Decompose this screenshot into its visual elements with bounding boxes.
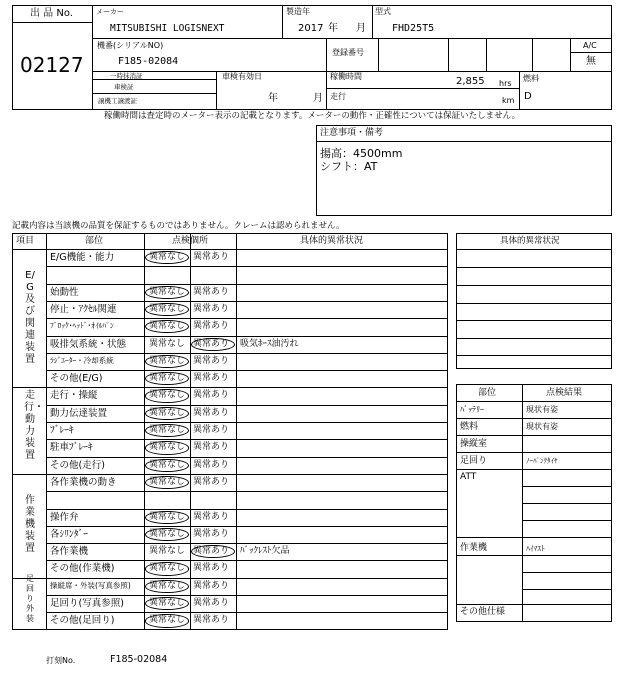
row-part-9: 動力伝達装置 <box>50 407 108 419</box>
work-value: ﾊｲﾏｽﾄ <box>526 544 545 553</box>
row-part-11: 駐車ﾌﾞﾚｰｷ <box>50 442 93 454</box>
year-unit: 年 <box>328 23 338 34</box>
reg-label: 登録番号 <box>332 48 364 57</box>
inspection-label: 車検有効日 <box>222 72 262 81</box>
status-normal-9: 異常なし <box>149 407 186 418</box>
header-location: 点検個所 <box>172 236 209 246</box>
status-abnormal-16: 異常あり <box>193 528 230 539</box>
row-part-7: その他(E/G) <box>50 373 103 385</box>
row-part-3: 停止・ｱｸｾﾙ関連 <box>50 303 117 315</box>
status-abnormal-4: 異常あり <box>193 321 230 332</box>
section-foot: 足回り外装 <box>26 574 34 623</box>
status-abnormal-18: 異常あり <box>193 563 230 574</box>
feet-value: ﾉｰﾊﾟﾝｸﾀｲﾔ <box>526 457 558 465</box>
status-normal-2: 異常なし <box>149 286 186 297</box>
status-abnormal-21: 異常あり <box>193 615 230 626</box>
status-normal-11: 異常なし <box>149 442 186 453</box>
row-part-5: 吸排気系統・状態 <box>50 338 127 350</box>
status-abnormal-19: 異常あり <box>193 580 230 591</box>
row-part-6: ﾗｼﾞｴｰﾀｰ・冷却系統 <box>50 355 114 365</box>
status-abnormal-12: 異常あり <box>193 459 230 470</box>
status-abnormal-7: 異常あり <box>193 373 230 384</box>
insp-month-unit: 月 <box>313 93 323 104</box>
result-value-header: 点検結果 <box>546 388 583 398</box>
header-block <box>12 5 612 110</box>
meter-note: 稼働時間は査定時のメーター表示の記載となります。メーターの動作・正確性については保証いたしません。 <box>104 111 521 121</box>
hours-value: 2,855 <box>456 76 485 87</box>
notes-line1: 揚高：4500mm <box>320 147 403 160</box>
status-normal-7: 異常なし <box>149 373 186 384</box>
model-value: FHD25T5 <box>392 23 435 34</box>
maker-value: MITSUBISHI LOGISNEXT <box>110 23 225 34</box>
status-circle-3 <box>145 303 189 316</box>
status-abnormal-11: 異常あり <box>193 442 230 453</box>
row-part-13: 各作業機の動き <box>50 476 117 488</box>
serial-value: F185-02084 <box>118 56 179 67</box>
row-detail-17: ﾊﾞｯｸﾚｽﾄ欠品 <box>240 546 290 557</box>
status-circle-6 <box>145 355 189 368</box>
disclaimer: 記載内容は当該機の品質を保証するものではありません。クレームは認められません。 <box>12 221 345 231</box>
row-part-0: E/G機能・能力 <box>50 252 115 263</box>
status-circle-5 <box>191 338 235 351</box>
travel-label: 走行 <box>330 92 346 101</box>
hours-label: 稼働時間 <box>330 72 362 81</box>
month-unit: 月 <box>356 23 366 34</box>
battery-label: ﾊﾞｯﾃﾘｰ <box>460 405 484 414</box>
status-abnormal-17: 異常あり <box>193 546 230 557</box>
section-eg: E/G及び関連装置 <box>25 270 35 365</box>
status-normal-18: 異常なし <box>149 563 186 574</box>
status-abnormal-20: 異常あり <box>193 598 230 608</box>
status-circle-21 <box>145 614 189 627</box>
status-circle-2 <box>145 286 189 299</box>
other-spec-label: その他仕様 <box>460 607 506 617</box>
notes-line2: シフト：AT <box>320 160 378 173</box>
status-normal-5: 異常なし <box>149 338 186 349</box>
row-part-18: その他(作業機) <box>50 563 115 575</box>
status-normal-17: 異常なし <box>149 546 186 557</box>
status-abnormal-10: 異常あり <box>193 425 230 435</box>
row-part-2: 始動性 <box>50 286 79 298</box>
status-abnormal-3: 異常あり <box>193 303 230 314</box>
cabin-label: 操縦室 <box>460 439 488 449</box>
status-circle-9 <box>145 407 189 420</box>
status-normal-13: 異常なし <box>149 476 186 487</box>
att-label: ATT <box>460 472 477 482</box>
item-no-label: 出 品 No. <box>30 8 73 19</box>
fuel-label: 燃料 <box>523 74 539 83</box>
status-abnormal-0: 異常あり <box>193 252 230 262</box>
result-part-header: 部位 <box>478 388 497 398</box>
battery-value: 現状有姿 <box>526 405 558 414</box>
status-circle-15 <box>145 511 189 524</box>
row-part-4: ﾌﾞﾛｯｸ･ﾍｯﾄﾞ･ｵｲﾙﾊﾟﾝ <box>50 321 114 331</box>
status-normal-21: 異常なし <box>149 615 186 626</box>
row-part-10: ﾌﾞﾚｰｷ <box>50 425 74 436</box>
row-part-8: 走行・操縦 <box>50 390 98 402</box>
row-part-20: 足回り(写真参照) <box>50 598 124 609</box>
status-abnormal-2: 異常あり <box>193 286 230 297</box>
status-abnormal-15: 異常あり <box>193 511 230 522</box>
ac-label: A/C <box>583 41 597 50</box>
hours-unit: hrs <box>499 79 512 88</box>
item-no: 02127 <box>20 53 84 77</box>
status-circle-8 <box>145 389 189 402</box>
status-normal-3: 異常なし <box>149 303 186 314</box>
status-circle-12 <box>145 459 189 472</box>
row-part-19: 操縦席・外装(写真参照) <box>50 580 131 590</box>
notes-label: 注意事項・備考 <box>320 128 384 138</box>
status-normal-4: 異常なし <box>149 321 186 332</box>
stamp-label: 打刻No. <box>46 656 76 665</box>
status-circle-18 <box>145 562 189 575</box>
right-detail-header: 具体的異常状況 <box>500 236 560 246</box>
status-normal-19: 異常なし <box>149 580 186 591</box>
row-detail-5: 吸気ﾎｰｽ油汚れ <box>240 338 299 349</box>
year-label: 製造年 <box>286 7 310 16</box>
row-part-17: 各作業機 <box>50 546 89 558</box>
status-circle-16 <box>145 528 189 541</box>
maker-label: メーカー <box>96 8 124 16</box>
status-normal-10: 異常なし <box>149 425 186 435</box>
year-value: 2017 <box>298 23 324 34</box>
row-part-15: 操作弁 <box>50 511 79 523</box>
status-normal-20: 異常なし <box>149 598 186 608</box>
status-abnormal-5: 異常あり <box>193 338 230 349</box>
status-normal-6: 異常なし <box>149 355 186 366</box>
status-normal-12: 異常なし <box>149 459 186 470</box>
section-work: 作業機装置 <box>25 495 35 554</box>
status-normal-16: 異常なし <box>149 528 186 539</box>
header-detail: 具体的異常状況 <box>300 236 364 246</box>
fuel-result-label: 燃料 <box>460 422 479 432</box>
ac-value: 無 <box>586 56 596 67</box>
header-item: 項目 <box>16 236 35 246</box>
status-circle-11 <box>145 441 189 454</box>
status-abnormal-6: 異常あり <box>193 355 230 366</box>
feet-label: 足回り <box>460 456 488 466</box>
temp-permit-label: 一時抹消証 <box>110 72 143 80</box>
row-part-12: その他(走行) <box>50 459 105 471</box>
section-drive: 走行・動力装置 <box>24 390 44 461</box>
status-circle-19 <box>145 580 189 593</box>
work-label: 作業機 <box>460 543 488 553</box>
fuel-result-value: 現状有姿 <box>526 422 558 431</box>
row-part-16: 各ｼﾘﾝﾀﾞｰ <box>50 528 89 540</box>
status-normal-15: 異常なし <box>149 511 186 522</box>
status-circle-13 <box>145 476 189 489</box>
header-part: 部位 <box>85 236 104 246</box>
vehicle-cert-label: 車検証 <box>114 83 134 91</box>
right-detail-table <box>456 233 612 369</box>
status-abnormal-13: 異常あり <box>193 476 230 487</box>
status-abnormal-9: 異常あり <box>193 407 230 418</box>
km-unit: km <box>502 96 515 105</box>
status-normal-0: 異常なし <box>149 252 186 262</box>
transfer-cert-label: 譲機工譲渡証 <box>98 97 137 105</box>
stamp-value: F185-02084 <box>110 654 168 665</box>
fuel-value: D <box>524 91 532 102</box>
row-part-21: その他(足回り) <box>50 615 115 627</box>
insp-year-unit: 年 <box>268 93 278 104</box>
serial-label: 機番(シリアルNO) <box>97 41 164 50</box>
status-normal-8: 異常なし <box>149 390 186 401</box>
status-abnormal-8: 異常あり <box>193 390 230 401</box>
model-label: 型式 <box>375 7 391 16</box>
